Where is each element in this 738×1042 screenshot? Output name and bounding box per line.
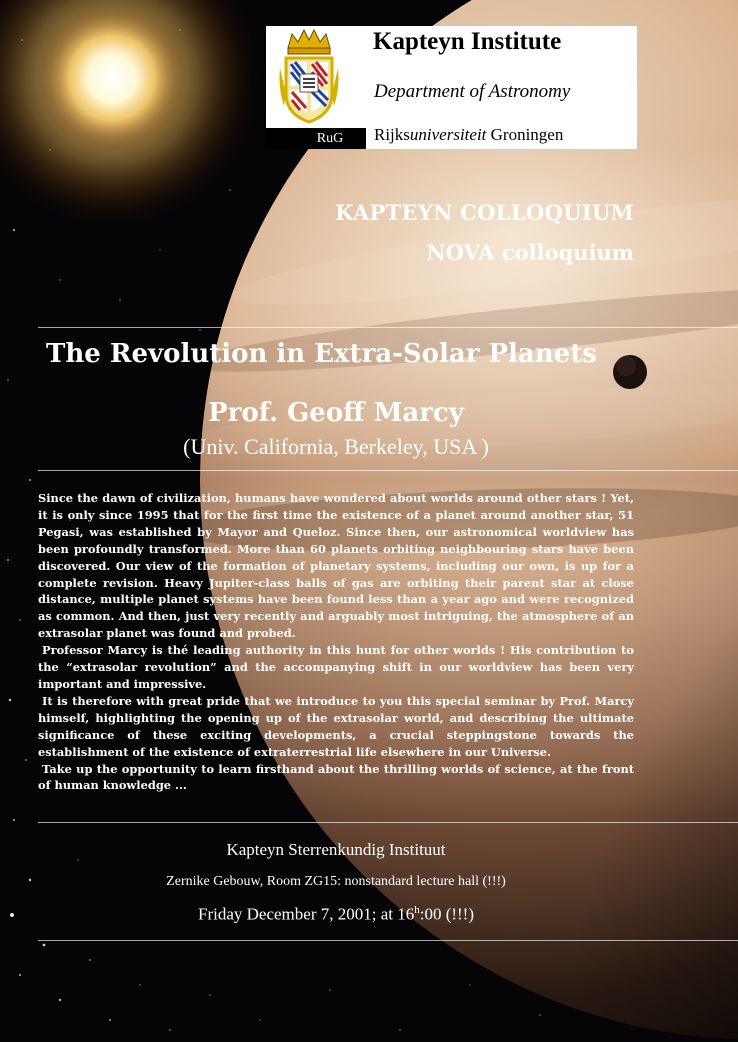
rug-label: RuG bbox=[266, 128, 366, 149]
abstract-paragraph: It is therefore with great pride that we introduce to you this special seminar by Prof. Marcy himself, highlighting the opening up of the extrasolar world, and describing the ultimate significance of these exciting developments, a crucial steppingstone towards the establishment of the existence of extraterrestrial life elsewhere in our Universe. bbox=[38, 693, 634, 759]
institute-name: Kapteyn Institute bbox=[373, 28, 562, 55]
divider bbox=[38, 470, 738, 471]
speaker-name: Prof. Geoff Marcy bbox=[208, 398, 464, 428]
abstract-paragraph: Professor Marcy is thé leading authority in this hunt for other worlds ! His contribution to the “extrasolar revolution” and the accompanying shift in our worldview has been very important and impressive. bbox=[38, 643, 634, 691]
event-date: Friday December 7, 2001; at 16$^h$:00 (!!!) bbox=[198, 904, 474, 924]
abstract-paragraph: Take up the opportunity to learn firsthand about the thrilling worlds of science, at the front of human knowledge ... bbox=[38, 761, 634, 793]
university-name: Rijksuniversiteit Groningen bbox=[374, 125, 564, 144]
abstract-paragraph: Since the dawn of civilization, humans have wondered about worlds around other stars ! Yet, it is only since 1995 that for the first time the existence of a planet around another star, 51 Pegasi, was established by Mayor and Queloz. Since then, our astronomical worldview has been profoundly transformed. More than 60 planets orbiting neighbouring stars have been discovered. Our view of the formation of planetary systems, including our own, is up for a complete revision. Heavy Jupiter-class balls of gas are orbiting their parent star at close distance, multiple planet systems have been found less than a year ago and were recognized as common. And then, just very recently and arguably most intriguing, the atmosphere of an extrasolar planet was found and probed. bbox=[38, 491, 634, 641]
department-name: Department of Astronomy bbox=[374, 81, 571, 102]
university-crest-icon bbox=[278, 28, 340, 128]
speaker-affiliation: (Univ. California, Berkeley, USA ) bbox=[183, 434, 489, 459]
divider bbox=[38, 822, 738, 823]
divider bbox=[38, 327, 738, 328]
talk-title: The Revolution in Extra-Solar Planets bbox=[46, 339, 597, 369]
divider bbox=[38, 940, 738, 941]
venue-room: Zernike Gebouw, Room ZG15: nonstandard lecture hall (!!!) bbox=[166, 874, 506, 889]
abstract bbox=[38, 490, 634, 794]
colloquium-subtitle: NOVA colloquium bbox=[426, 240, 634, 265]
colloquium-title: KAPTEYN COLLOQUIUM bbox=[335, 200, 634, 225]
venue-institute: Kapteyn Sterrenkundig Instituut bbox=[226, 840, 446, 859]
institute-logo-box bbox=[266, 26, 637, 149]
